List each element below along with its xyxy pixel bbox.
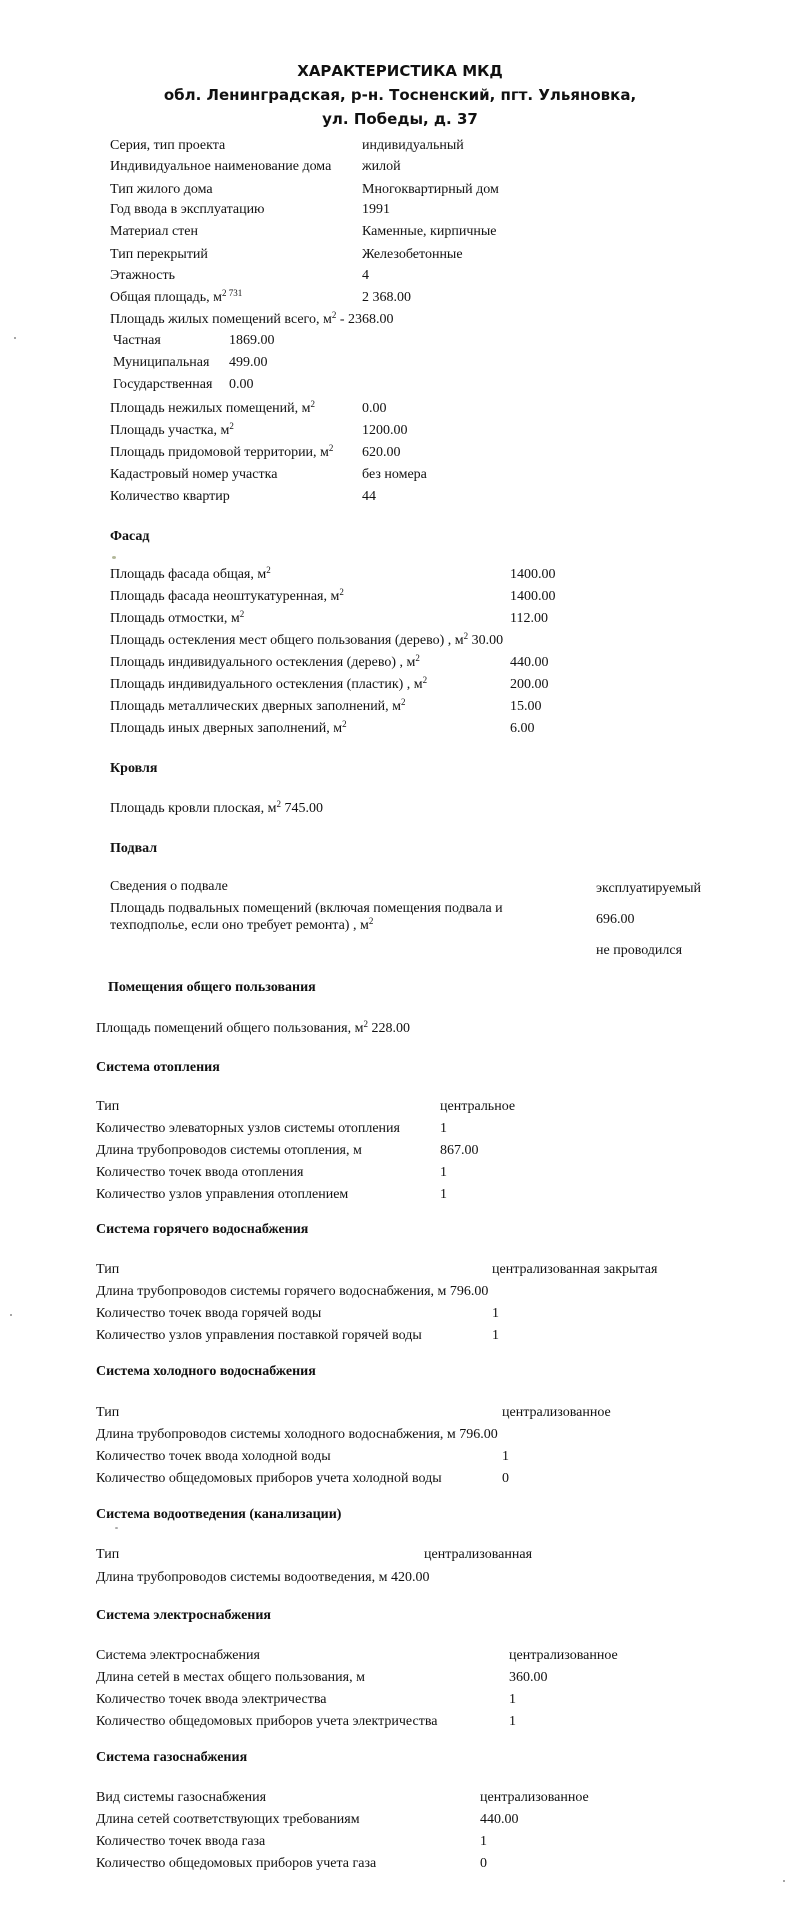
gas-type-value: централизованное <box>480 1790 589 1805</box>
roof-flat-row: Площадь кровли плоская, $м^2$ 745.00 <box>110 799 323 816</box>
cadastral-value: без номера <box>362 467 427 482</box>
cold-water-meters-value: 0 <box>502 1471 509 1486</box>
facade-heading: Фасад <box>110 529 150 544</box>
document-address-line1: обл. Ленинградская, р-н. Тосненский, пгт. Ульяновка, <box>163 86 637 104</box>
cold-water-type-label: Тип <box>96 1405 120 1420</box>
state-label: Государственная <box>113 377 213 392</box>
electricity-heading: Система электроснабжения <box>96 1608 272 1623</box>
common-glazing-value: 30.00 <box>471 633 504 648</box>
year-value: 1991 <box>362 202 390 217</box>
basement-info-label: Сведения о подвале <box>110 879 228 894</box>
nonliving-area-value: 0.00 <box>362 401 387 416</box>
blind-area-label: Площадь отмостки, $м^2$ <box>110 609 245 626</box>
hot-water-control-label: Количество узлов управления поставкой горячей воды <box>96 1328 422 1343</box>
hot-water-heading: Система горячего водоснабжения <box>96 1222 309 1237</box>
nonliving-area-label: Площадь нежилых помещений, $м^2$ <box>110 399 315 416</box>
gas-networks-value: 440.00 <box>480 1812 519 1827</box>
heating-elevator-label: Количество элеваторных узлов системы отопления <box>96 1121 400 1136</box>
plot-area-label: Площадь участка, $м^2$ <box>110 421 234 438</box>
heating-heading: Система отопления <box>96 1060 220 1075</box>
municipal-value: 499.00 <box>229 355 268 370</box>
heating-pipes-value: 867.00 <box>440 1143 479 1158</box>
total-area-value: 2 368.00 <box>362 290 411 305</box>
private-label: Частная <box>113 333 161 348</box>
hot-water-pipes-label: Длина трубопроводов системы горячего водоснабжения, м <box>96 1284 447 1299</box>
total-area-label: Общая площадь, $м^{2 731}$ <box>110 288 243 305</box>
gas-meters-value: 0 <box>480 1856 487 1871</box>
basement-heading: Подвал <box>110 841 158 856</box>
wall-material-value: Каменные, кирпичные <box>362 224 497 239</box>
electricity-system-label: Система электроснабжения <box>96 1648 260 1663</box>
gas-networks-label: Длина сетей соответствующих требованиям <box>96 1812 360 1827</box>
hot-water-inputs-label: Количество точек ввода горячей воды <box>96 1306 322 1321</box>
living-area-row: Площадь жилых помещений всего, $м^2 - 2368.00$ <box>110 310 394 327</box>
electricity-inputs-value: 1 <box>509 1692 516 1707</box>
cadastral-label: Кадастровый номер участка <box>110 467 278 482</box>
hot-water-pipes-row <box>96 1283 488 1300</box>
metal-doors-value: 15.00 <box>510 699 542 714</box>
common-premises-value: 228.00 <box>371 1021 410 1036</box>
adjacent-area-value: 620.00 <box>362 445 401 460</box>
floor-type-label: Тип перекрытий <box>110 247 208 262</box>
indiv-plastic-label: Площадь индивидуального остекления (пластик) , $м^2$ <box>110 675 428 692</box>
electricity-networks-value: 360.00 <box>509 1670 548 1685</box>
cold-water-pipes-value: 796.00 <box>459 1427 498 1442</box>
wall-material-label: Материал стен <box>110 224 198 239</box>
electricity-meters-value: 1 <box>509 1714 516 1729</box>
sewerage-pipes-value: 420.00 <box>390 1570 430 1585</box>
house-type-value: Многоквартирный дом <box>362 182 499 197</box>
hot-water-type-label: Тип <box>96 1262 120 1277</box>
common-glazing-row: Площадь остекления мест общего пользования (дерево) , $м^2$ 30.00 <box>110 631 504 648</box>
basement-info-value: эксплуатируемый <box>596 881 702 896</box>
basement-area-value: 696.00 <box>596 912 635 927</box>
storeys-label: Этажность <box>110 268 175 283</box>
facade-total-value: 1400.00 <box>510 567 556 582</box>
private-value: 1869.00 <box>229 333 275 348</box>
heating-elevator-value: 1 <box>440 1121 447 1136</box>
roof-heading: Кровля <box>110 761 158 776</box>
scan-speck <box>783 1880 785 1882</box>
sewerage-pipes-row <box>96 1569 429 1586</box>
storeys-value: 4 <box>362 268 369 283</box>
scan-speck <box>115 1527 118 1529</box>
document-address-line2: ул. Победы, д. 37 <box>322 110 478 128</box>
common-premises-label: Площадь помещений общего пользования, м <box>96 1021 364 1036</box>
common-premises-row: Площадь помещений общего пользования, $м^2$ 228.00 <box>96 1019 410 1036</box>
hot-water-control-value: 1 <box>492 1328 499 1343</box>
living-area-label: Площадь жилых помещений всего, м <box>110 312 332 327</box>
roof-flat-value: 745.00 <box>284 801 323 816</box>
house-type-label: Тип жилого дома <box>110 182 213 197</box>
adjacent-area-label: Площадь придомовой территории, $м^2$ <box>110 443 334 460</box>
gas-inputs-value: 1 <box>480 1834 487 1849</box>
other-doors-label: Площадь иных дверных заполнений, $м^2$ <box>110 719 347 736</box>
metal-doors-label: Площадь металлических дверных заполнений, $м^2$ <box>110 697 406 714</box>
sewerage-pipes-label: Длина трубопроводов системы водоотведения, м <box>96 1570 388 1585</box>
indiv-wood-value: 440.00 <box>510 655 549 670</box>
document-title: ХАРАКТЕРИСТИКА МКД <box>297 62 503 80</box>
other-doors-value: 6.00 <box>510 721 535 736</box>
sewerage-heading: Система водоотведения (канализации) <box>96 1507 342 1522</box>
heating-control-label: Количество узлов управления отоплением <box>96 1187 349 1202</box>
heating-type-label: Тип <box>96 1099 120 1114</box>
year-label: Год ввода в эксплуатацию <box>110 202 265 217</box>
municipal-label: Муниципальная <box>113 355 210 370</box>
gas-meters-label: Количество общедомовых приборов учета газа <box>96 1856 377 1871</box>
gas-type-label: Вид системы газоснабжения <box>96 1790 267 1805</box>
apartments-value: 44 <box>362 489 376 504</box>
indiv-plastic-value: 200.00 <box>510 677 549 692</box>
series-value: индивидуальный <box>362 138 464 153</box>
cold-water-pipes-row <box>96 1426 498 1443</box>
facade-unplastered-value: 1400.00 <box>510 589 556 604</box>
state-value: 0.00 <box>229 377 254 392</box>
indiv-wood-label: Площадь индивидуального остекления (дерево) , $м^2$ <box>110 653 420 670</box>
blind-area-value: 112.00 <box>510 611 548 626</box>
cold-water-inputs-value: 1 <box>502 1449 509 1464</box>
heating-pipes-label: Длина трубопроводов системы отопления, м <box>96 1143 362 1158</box>
electricity-inputs-label: Количество точек ввода электричества <box>96 1692 327 1707</box>
gas-heading: Система газоснабжения <box>96 1750 248 1765</box>
hot-water-type-value: централизованная закрытая <box>492 1262 658 1277</box>
heating-control-value: 1 <box>440 1187 447 1202</box>
apartments-label: Количество квартир <box>110 489 230 504</box>
scan-speck <box>10 1314 12 1316</box>
gas-inputs-label: Количество точек ввода газа <box>96 1834 266 1849</box>
series-label: Серия, тип проекта <box>110 138 226 153</box>
sewerage-type-label: Тип <box>96 1547 120 1562</box>
electricity-system-value: централизованное <box>509 1648 618 1663</box>
hot-water-pipes-value: 796.00 <box>449 1284 489 1299</box>
hot-water-inputs-value: 1 <box>492 1306 499 1321</box>
electricity-networks-label: Длина сетей в местах общего пользования, м <box>96 1670 365 1685</box>
basement-repair-value: не проводился <box>596 943 683 958</box>
living-area-value: - 2368.00 <box>336 312 394 327</box>
cold-water-type-value: централизованное <box>502 1405 611 1420</box>
cold-water-inputs-label: Количество точек ввода холодной воды <box>96 1449 331 1464</box>
plot-area-value: 1200.00 <box>362 423 408 438</box>
heating-inputs-value: 1 <box>440 1165 447 1180</box>
basement-area-label-line2: техподполье, если оно требует ремонта) , $м^2$ <box>110 916 374 933</box>
cold-water-meters-label: Количество общедомовых приборов учета холодной воды <box>96 1471 442 1486</box>
floor-type-value: Железобетонные <box>362 247 463 262</box>
basement-area-label-line1: Площадь подвальных помещений (включая помещения подвала и <box>110 901 503 916</box>
individual-name-value: жилой <box>362 159 401 174</box>
cold-water-heading: Система холодного водоснабжения <box>96 1364 316 1379</box>
facade-unplastered-label: Площадь фасада неоштукатуренная, $м^2$ <box>110 587 344 604</box>
scan-speck <box>14 337 16 339</box>
roof-flat-label: Площадь кровли плоская, м <box>110 801 277 816</box>
scan-speck <box>112 556 116 559</box>
electricity-meters-label: Количество общедомовых приборов учета электричества <box>96 1714 438 1729</box>
sewerage-type-value: централизованная <box>424 1547 533 1562</box>
facade-total-label: Площадь фасада общая, $м^2$ <box>110 565 271 582</box>
heating-type-value: центральное <box>440 1099 516 1114</box>
cold-water-pipes-label: Длина трубопроводов системы холодного водоснабжения, м <box>96 1427 456 1442</box>
heating-inputs-label: Количество точек ввода отопления <box>96 1165 304 1180</box>
common-glazing-label: Площадь остекления мест общего пользования (дерево) , м <box>110 633 464 648</box>
common-premises-heading: Помещения общего пользования <box>108 980 316 995</box>
individual-name-label: Индивидуальное наименование дома <box>110 159 332 174</box>
